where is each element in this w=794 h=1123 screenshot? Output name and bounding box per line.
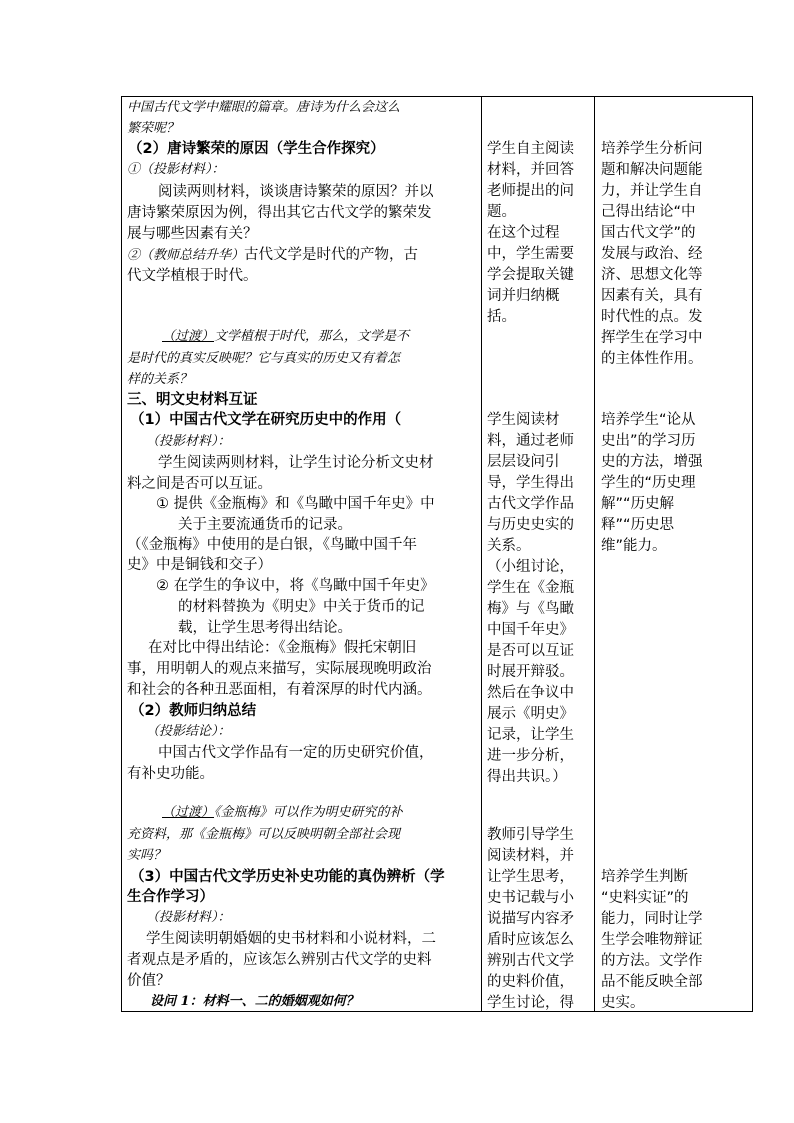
student-line: （小组讨论， (487, 559, 574, 575)
part-heading: 三、明文史材料互证 (127, 392, 258, 408)
transition-line (162, 327, 409, 347)
purpose-line: 培养学生“论从 (601, 412, 696, 428)
student-line: 盾时应该怎么 (487, 932, 574, 948)
projection-label: （投影材料）： (146, 910, 231, 925)
paragraph-line: 展与哪些因素有关？ (127, 226, 258, 242)
student-line: 学生阅读材 (487, 412, 560, 428)
purpose-line: 发展与政治、经 (601, 246, 703, 262)
purpose-line: 国古代文学”的 (601, 225, 696, 241)
purpose-line: 己得出结论“中 (601, 204, 696, 220)
student-line: 老师提出的问 (487, 183, 574, 199)
purpose-line: 题和解决问题能 (601, 162, 703, 178)
transition-tag: （过渡） (162, 329, 215, 344)
purpose-line: 培养学生判断 (601, 869, 688, 885)
paragraph-line: 在对比中得出结论：《金瓶梅》假托宋朝旧 (148, 640, 417, 656)
student-line: 导，学生得出 (487, 475, 574, 491)
student-line: 教师引导学生 (487, 827, 574, 843)
student-line: 中国千年史》 (487, 622, 574, 638)
section-title: （3）中国古代文学历史补史功能的真伪辨析（学 (130, 869, 445, 885)
paragraph-line: 学生阅读两则材料，让学生讨论分析文史材 (158, 455, 434, 471)
list-item: ① 提供《金瓶梅》和《鸟瞰中国千年史》中 (156, 496, 435, 512)
student-line: 辨别古代文学 (487, 953, 574, 969)
transition-line: 是时代的真实反映呢？它与真实的历史又有着怎 (127, 351, 401, 366)
student-line: 关系。 (487, 538, 531, 554)
transition-line: 充资料，那《金瓶梅》可以反映明朝全部社会现 (127, 827, 401, 842)
paragraph-line: 唐诗繁荣原因为例，得出其它古代文学的繁荣发 (127, 205, 432, 221)
note-line: 史》中是铜钱和交子） (127, 557, 272, 573)
section-title: 生合作学习） (127, 889, 214, 905)
student-line: 与历史史实的 (487, 517, 574, 533)
paragraph-line: 代文学植根于时代。 (127, 268, 258, 284)
projection-label: （投影结论）： (146, 724, 231, 739)
student-line: 词并归纳概 (487, 288, 560, 304)
purpose-line: 释”“历史思 (601, 517, 675, 533)
purpose-line: 解”“历史解 (601, 496, 675, 512)
student-line: 学生在《金瓶 (487, 580, 574, 596)
student-line: 材料，并回答 (487, 162, 574, 178)
lesson-plan-table (121, 96, 753, 1012)
student-line: 梅》与《鸟瞰 (487, 601, 574, 617)
section-title: （1）中国古代文学在研究历史中的作用（ (130, 412, 402, 428)
student-activity-column (481, 97, 594, 1011)
student-line: 题。 (487, 204, 516, 220)
paragraph-line: 和社会的各种丑恶面相，有着深厚的时代内涵。 (127, 682, 432, 698)
transition-line: 样的关系？ (127, 372, 193, 387)
transition-line (162, 803, 403, 823)
student-line: 记录，让学生 (487, 727, 574, 743)
transition-tag: （过渡） (162, 805, 215, 820)
purpose-line: 培养学生分析问 (601, 141, 703, 157)
section-title: （2）教师归纳总结 (130, 703, 257, 719)
section-title: （2）唐诗繁荣的原因（学生合作探究） (128, 141, 385, 157)
transition-line: 实吗？ (127, 848, 167, 863)
purpose-line: 生学会唯物辩证 (601, 932, 703, 948)
projection-label: （投影材料）： (146, 434, 231, 449)
paragraph-line: 有补史功能。 (127, 766, 214, 782)
intro-line: 繁荣呢？ (127, 121, 180, 136)
purpose-line: 挥学生在学习中 (601, 330, 703, 346)
student-line: 括。 (487, 309, 516, 325)
question-line: 设问 1：材料一、二的婚姻观如何？ (150, 994, 359, 1009)
student-line: 是否可以互证 (487, 643, 574, 659)
purpose-line: 品不能反映全部 (601, 974, 703, 990)
design-purpose-column (594, 97, 752, 1011)
note-line: （《金瓶梅》中使用的是白银，《鸟瞰中国千年 (127, 537, 417, 553)
purpose-line: 时代性的点。发 (601, 309, 703, 325)
teacher-summary-text: 古代文学是时代的产物，古 (244, 247, 419, 263)
purpose-line: 维”能力。 (601, 538, 667, 554)
purpose-line: 史出”的学习历 (601, 433, 696, 449)
student-line: 得出共识。） (487, 769, 567, 785)
student-line: 在这个过程 (487, 225, 560, 241)
transition-text: 文学植根于时代，那么，文学是不 (214, 329, 410, 344)
student-line: 学生自主阅读 (487, 141, 574, 157)
student-line: 古代文学作品 (487, 496, 574, 512)
paragraph-line: 价值？ (127, 973, 171, 989)
student-line: 中，学生需要 (487, 246, 574, 262)
purpose-line: 史实。 (601, 995, 645, 1011)
student-line: 进一步分析， (487, 748, 574, 764)
paragraph-line: 事，用明朝人的观点来描写，实际展现晚明政治 (127, 661, 432, 677)
paragraph-line: 中国古代文学作品有一定的历史研究价值， (158, 745, 434, 761)
student-line: 的史料价值， (487, 974, 574, 990)
student-line: 让学生思考， (487, 869, 574, 885)
student-line: 阅读材料，并 (487, 848, 574, 864)
student-line: 学会提取关键 (487, 267, 574, 283)
student-line: 然后在争议中 (487, 685, 574, 701)
purpose-line: 史的方法，增强 (601, 454, 703, 470)
paragraph-line: 者观点是矛盾的，应该怎么辨别古代文学的史料 (127, 952, 432, 968)
student-line: 学生讨论，得 (487, 995, 574, 1011)
student-line: 展示《明史》 (487, 706, 574, 722)
purpose-line: 力，并让学生自 (601, 183, 703, 199)
student-line: 时展开辩驳。 (487, 664, 574, 680)
purpose-line: “史料实证”的 (601, 890, 689, 906)
list-item: 的材料替换为《明史》中关于货币的记 (178, 599, 425, 615)
student-line: 史书记载与小 (487, 890, 574, 906)
purpose-line: 的主体性作用。 (601, 351, 703, 367)
list-item: ② 在学生的争议中，将《鸟瞰中国千年史》 (156, 578, 435, 594)
paragraph-line: 料之间是否可以互证。 (127, 476, 272, 492)
list-item: 载，让学生思考得出结论。 (178, 620, 352, 636)
purpose-line: 学生的“历史理 (601, 475, 696, 491)
teacher-summary-tag: ②（教师总结升华） (127, 248, 245, 263)
paragraph-line: 学生阅读明朝婚姻的史书材料和小说材料，二 (146, 931, 436, 947)
purpose-line: 因素有关，具有 (601, 288, 703, 304)
paragraph-line: 阅读两则材料，谈谈唐诗繁荣的原因？并以 (158, 184, 434, 200)
student-line: 料，通过老师 (487, 433, 574, 449)
purpose-line: 的方法。文学作 (601, 953, 703, 969)
list-item: 关于主要流通货币的记录。 (178, 517, 352, 533)
purpose-line: 济、思想文化等 (601, 267, 703, 283)
student-line: 说描写内容矛 (487, 911, 574, 927)
intro-line: 中国古代文学中耀眼的篇章。唐诗为什么会这么 (127, 100, 401, 115)
teaching-process-column (122, 97, 481, 1011)
projection-label: ①（投影材料）： (127, 162, 225, 177)
purpose-line: 能力，同时让学 (601, 911, 703, 927)
transition-text: 《金瓶梅》可以作为明史研究的补 (214, 805, 403, 820)
teacher-summary-line (127, 245, 418, 266)
student-line: 层层设问引 (487, 454, 560, 470)
